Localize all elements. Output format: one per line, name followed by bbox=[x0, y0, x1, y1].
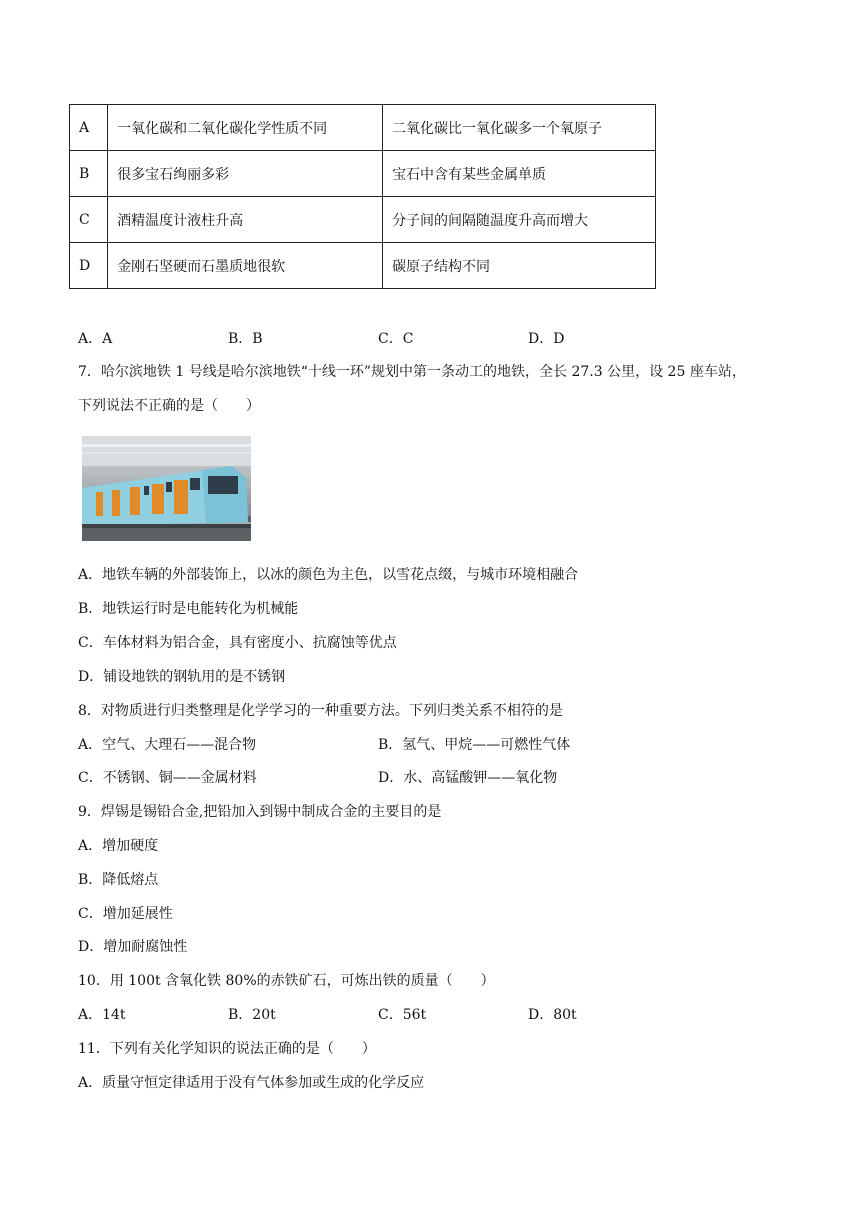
table-row bbox=[70, 243, 656, 289]
phenomenon-cell: 酒精温度计液柱升高 bbox=[108, 197, 383, 243]
q8-option-d: D．水、高锰酸钾——氧化物 bbox=[378, 770, 558, 786]
q7-option-d: D．铺设地铁的钢轨用的是不锈钢 bbox=[78, 669, 286, 685]
q8-option-b: B．氢气、甲烷——可燃性气体 bbox=[378, 737, 571, 753]
q6-option-d: D．D bbox=[528, 331, 565, 347]
q7-option-a: A．地铁车辆的外部装饰上，以冰的颜色为主色，以雪花点缀，与城市环境相融合 bbox=[78, 567, 579, 583]
q11-option-a: A．质量守恒定律适用于没有气体参加或生成的化学反应 bbox=[78, 1075, 425, 1091]
row-label: A bbox=[70, 105, 108, 151]
q7-stem-line2: 下列说法不正确的是（ ） bbox=[78, 398, 260, 414]
q6-option-a: A．A bbox=[78, 331, 113, 347]
q9-option-b: B．降低熔点 bbox=[78, 872, 159, 888]
row-label: B bbox=[70, 151, 108, 197]
q6-option-c: C．C bbox=[378, 331, 414, 347]
table-row bbox=[70, 105, 656, 151]
phenomenon-cell: 很多宝石绚丽多彩 bbox=[108, 151, 383, 197]
explanation-cell: 分子间的间隔随温度升高而增大 bbox=[383, 197, 656, 243]
table-row bbox=[70, 197, 656, 243]
q9-stem: 9．焊锡是锡铅合金,把铅加入到锡中制成合金的主要目的是 bbox=[78, 804, 442, 820]
q10-stem: 10．用 100t 含氧化铁 80%的赤铁矿石，可炼出铁的质量（ ） bbox=[78, 973, 495, 989]
q7-option-c: C．车体材料为铝合金，具有密度小、抗腐蚀等优点 bbox=[78, 635, 397, 651]
row-label: D bbox=[70, 243, 108, 289]
q9-option-c: C．增加延展性 bbox=[78, 906, 173, 922]
q8-option-c: C．不锈钢、铜——金属材料 bbox=[78, 770, 257, 786]
subway-train-photo bbox=[82, 436, 251, 541]
q8-option-a: A．空气、大理石——混合物 bbox=[78, 737, 257, 753]
q8-stem: 8．对物质进行归类整理是化学学习的一种重要方法。下列归类关系不相符的是 bbox=[78, 703, 563, 719]
explanation-cell: 二氧化碳比一氧化碳多一个氧原子 bbox=[383, 105, 656, 151]
q7-stem-line1: 7．哈尔滨地铁 1 号线是哈尔滨地铁“十线一环”规划中第一条动工的地铁，全长 27.3 公里，设 25 座车站， bbox=[78, 364, 746, 380]
q9-option-a: A．增加硬度 bbox=[78, 838, 159, 854]
subway-train-illustration bbox=[82, 436, 251, 541]
q9-option-d: D．增加耐腐蚀性 bbox=[78, 939, 188, 955]
phenomenon-cell: 一氧化碳和二氧化碳化学性质不同 bbox=[108, 105, 383, 151]
q10-option-d: D．80t bbox=[528, 1007, 577, 1023]
explanation-cell: 宝石中含有某些金属单质 bbox=[383, 151, 656, 197]
table-row bbox=[70, 151, 656, 197]
q7-option-b: B．地铁运行时是电能转化为机械能 bbox=[78, 601, 299, 617]
q6-option-b: B．B bbox=[228, 331, 263, 347]
q11-stem: 11．下列有关化学知识的说法正确的是（ ） bbox=[78, 1041, 376, 1057]
q10-option-c: C．56t bbox=[378, 1007, 427, 1023]
explanation-cell: 碳原子结构不同 bbox=[383, 243, 656, 289]
q6-table bbox=[69, 104, 656, 289]
q10-option-b: B．20t bbox=[228, 1007, 276, 1023]
row-label: C bbox=[70, 197, 108, 243]
q10-option-a: A．14t bbox=[78, 1007, 126, 1023]
phenomenon-cell: 金刚石坚硬而石墨质地很软 bbox=[108, 243, 383, 289]
